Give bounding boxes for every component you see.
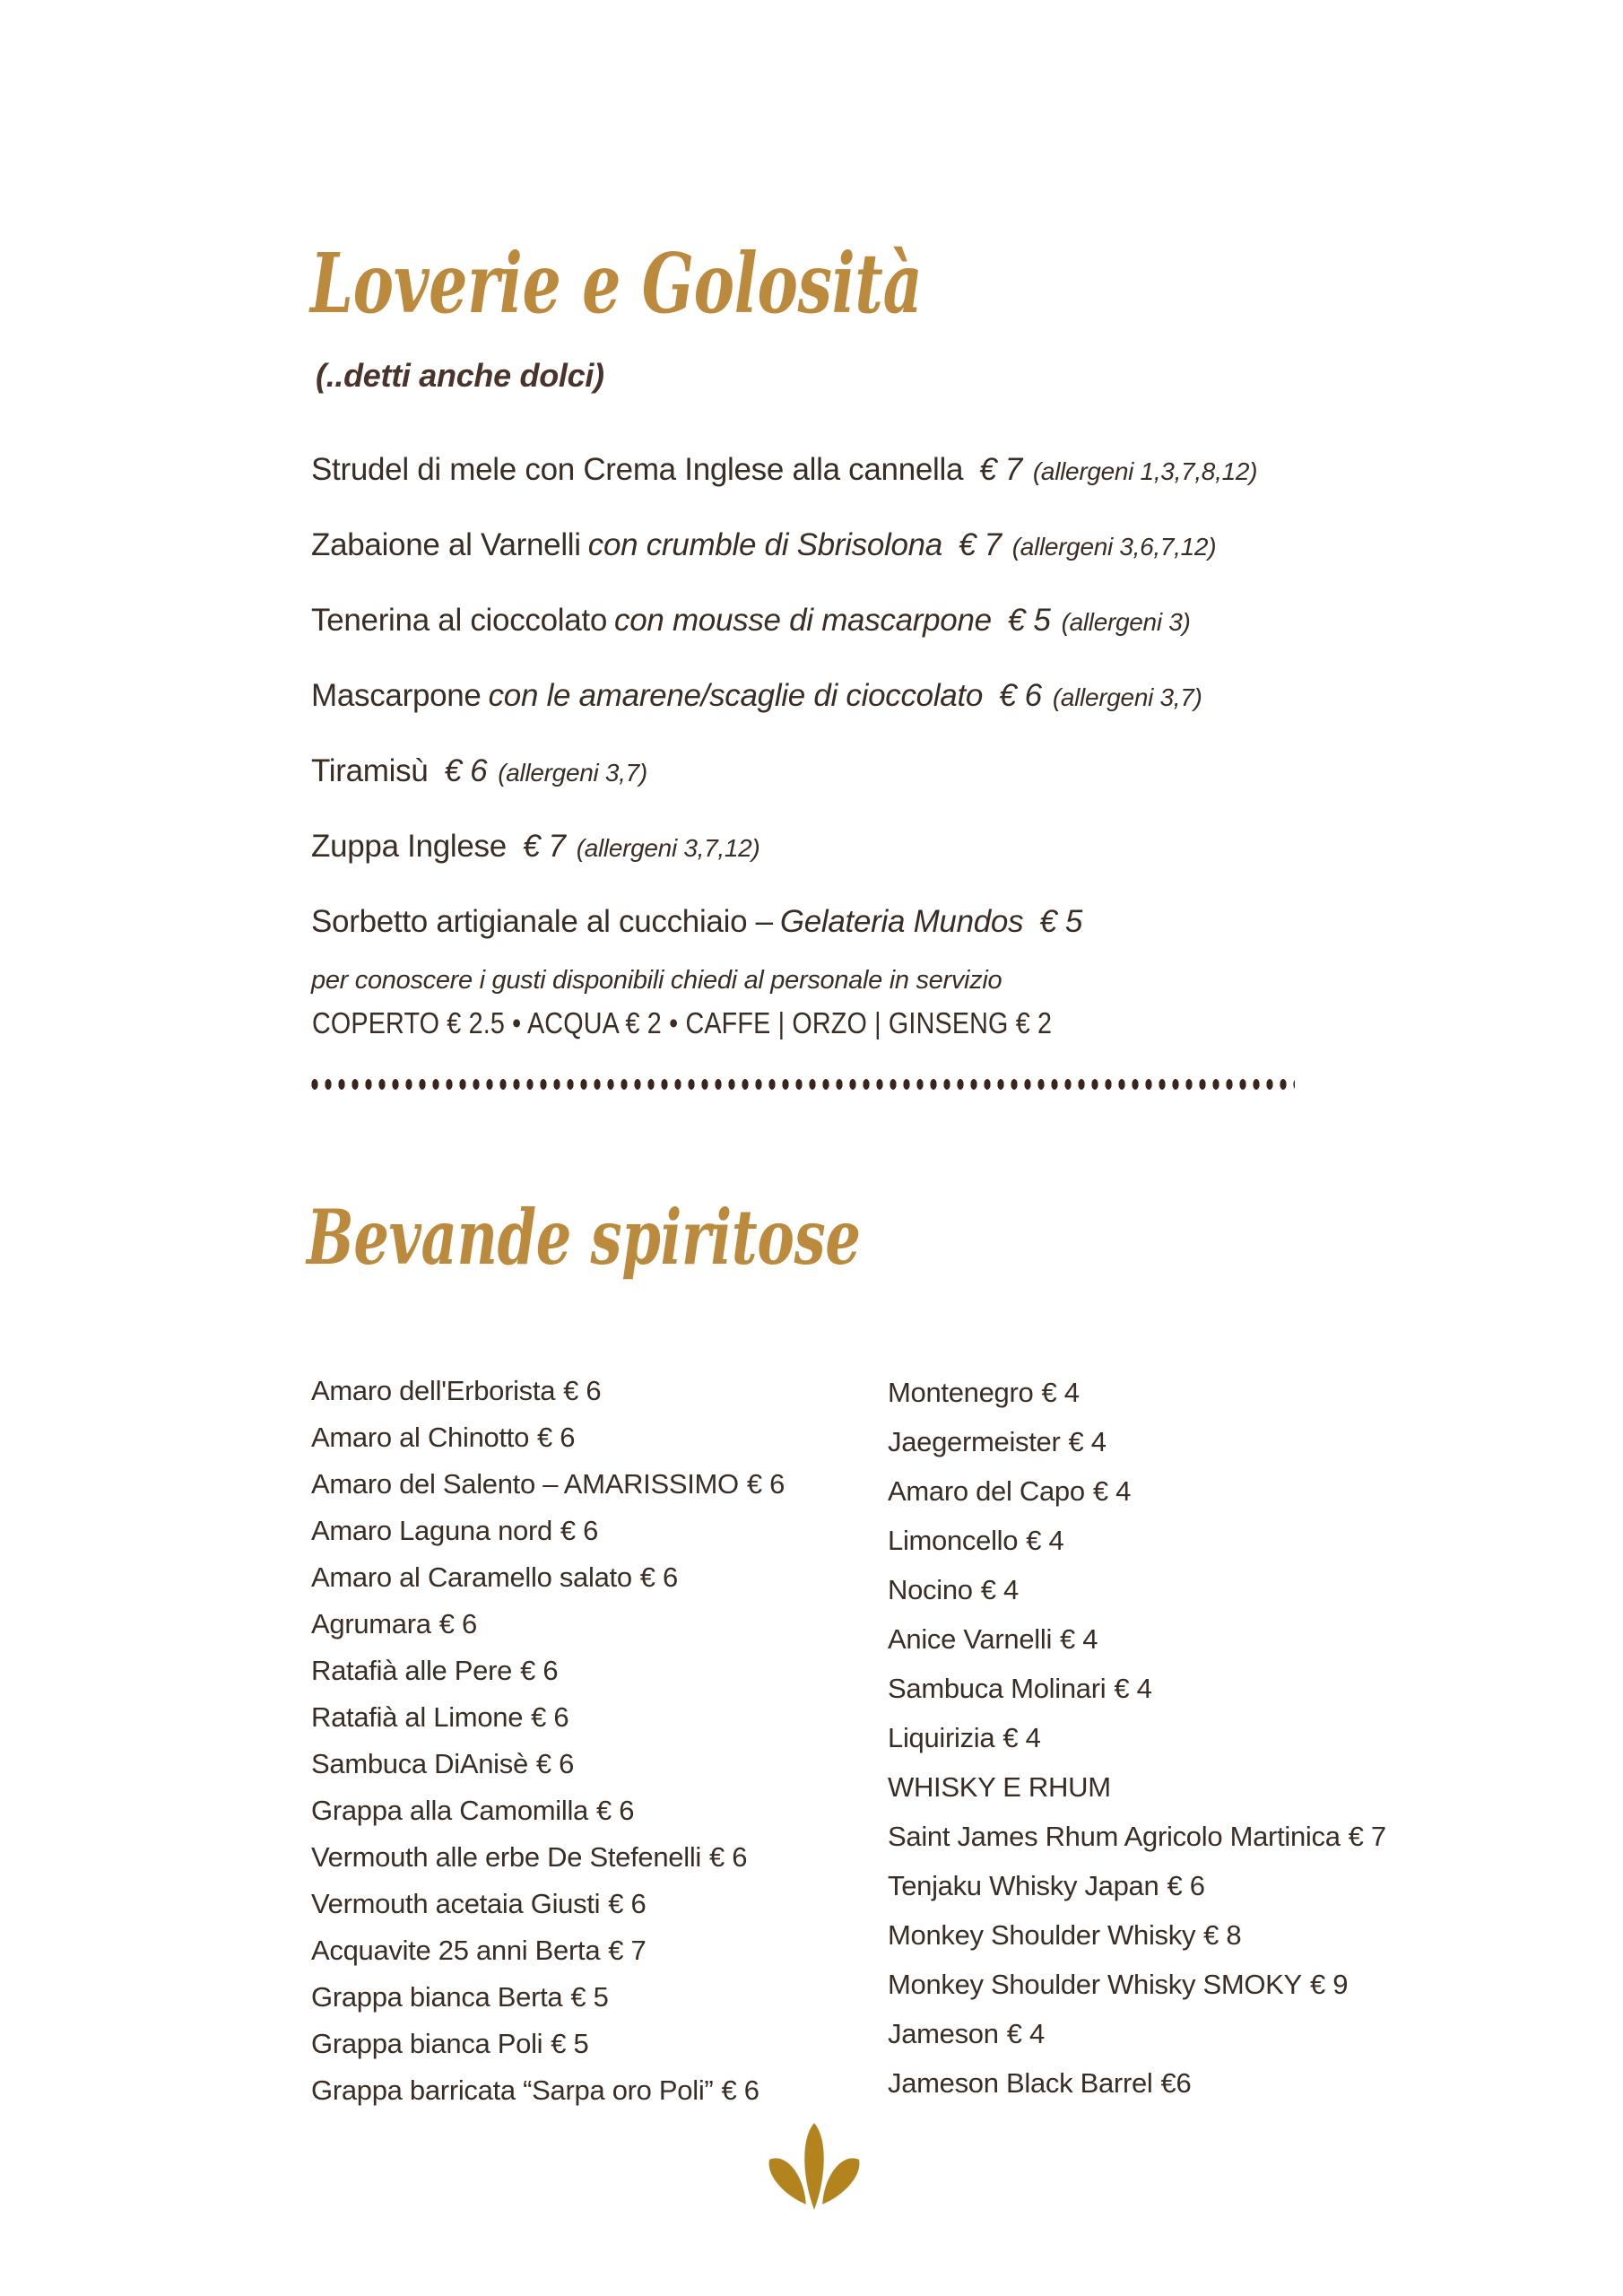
drink-item	[311, 1650, 888, 1697]
drink-price: € 6	[520, 1655, 559, 1686]
dessert-name: Sorbetto artigianale al cucchiaio –	[311, 904, 773, 939]
dessert-allergens: (allergeni 3)	[1061, 608, 1191, 636]
drink-item	[311, 2070, 888, 2117]
dessert-price: € 5	[1007, 603, 1051, 638]
dessert-item	[311, 453, 1423, 492]
drink-name: Jameson Black Barrel	[888, 2067, 1153, 2099]
drink-price: € 4	[1026, 1525, 1064, 1556]
dessert-name: Strudel di mele con Crema Inglese alla cannella	[311, 452, 964, 487]
drink-item	[311, 1370, 888, 1417]
drink-item	[311, 1930, 888, 1977]
drink-name: Grappa bianca Berta	[311, 1981, 563, 2013]
dessert-description: con crumble di Sbrisolona	[587, 527, 942, 562]
drink-item	[888, 1617, 1459, 1666]
drink-item	[311, 1697, 888, 1744]
drink-item	[888, 1420, 1459, 1469]
drink-price: € 6	[531, 1701, 569, 1733]
spirits-left-column	[311, 1370, 888, 2117]
drink-item	[888, 2061, 1459, 2110]
drink-name: Saint James Rhum Agricolo Martinica	[888, 1821, 1341, 1852]
drink-name: Nocino	[888, 1574, 973, 1605]
drink-item	[888, 1518, 1459, 1568]
drink-name: Monkey Shoulder Whisky	[888, 1919, 1196, 1951]
dessert-allergens: (allergeni 1,3,7,8,12)	[1032, 457, 1258, 485]
drink-price: € 4	[1060, 1623, 1098, 1655]
drink-name: Tenjaku Whisky Japan	[888, 1870, 1159, 1901]
dessert-list	[311, 453, 1423, 996]
dessert-allergens: (allergeni 3,7)	[498, 759, 647, 787]
drink-price: € 6	[537, 1422, 576, 1453]
drink-price: € 4	[980, 1574, 1019, 1605]
drink-name: Ratafià alle Pere	[311, 1655, 513, 1686]
drink-item	[888, 1765, 1459, 1814]
drink-item	[311, 1604, 888, 1650]
drink-price: € 4	[1006, 2018, 1045, 2049]
dessert-price: € 6	[999, 678, 1042, 713]
drink-item	[888, 1469, 1459, 1518]
dessert-item	[311, 679, 1423, 718]
drink-name: Grappa alla Camomilla	[311, 1795, 588, 1826]
desserts-section-subtitle: (..detti anche dolci)	[316, 357, 604, 394]
drink-item	[311, 1837, 888, 1883]
dessert-price: € 7	[979, 452, 1022, 487]
drink-price: € 5	[570, 1981, 609, 2013]
dessert-price: € 5	[1039, 904, 1083, 939]
drink-name: WHISKY E RHUM	[888, 1771, 1111, 1803]
drink-item	[888, 1962, 1459, 2012]
drink-price: € 4	[1002, 1722, 1041, 1753]
dessert-item	[311, 830, 1423, 869]
drink-item	[311, 1790, 888, 1837]
drink-item	[311, 1464, 888, 1510]
drink-price: € 6	[563, 1375, 602, 1406]
drink-name: Sambuca DiAnisè	[311, 1748, 528, 1779]
drink-price: € 4	[1068, 1426, 1107, 1457]
drink-name: Vermouth alle erbe De Stefenelli	[311, 1841, 701, 1873]
drink-name: Amaro del Capo	[888, 1475, 1085, 1507]
dessert-allergens: (allergeni 3,7)	[1052, 683, 1202, 711]
dessert-name: Zabaione al Varnelli	[311, 527, 581, 562]
drink-price: € 6	[709, 1841, 748, 1873]
drink-name: Amaro Laguna nord	[311, 1515, 552, 1546]
dessert-item	[311, 528, 1423, 568]
drink-item	[888, 1370, 1459, 1420]
drink-name: Amaro al Chinotto	[311, 1422, 530, 1453]
dessert-item	[311, 905, 1423, 944]
drink-item	[888, 1666, 1459, 1716]
sorbetto-flavours-note: per conoscere i gusti disponibili chiedi al personale in servizio	[311, 966, 1002, 995]
drink-name: Vermouth acetaia Giusti	[311, 1888, 601, 1919]
drink-item	[311, 1883, 888, 1930]
drink-price: € 9	[1309, 1969, 1349, 2000]
dessert-name: Tenerina al cioccolato	[311, 603, 607, 638]
drink-name: Amaro dell'Erborista	[311, 1375, 556, 1406]
dessert-description: con mousse di mascarpone	[614, 603, 992, 638]
three-petal-flower-icon	[764, 2122, 864, 2210]
drink-price: € 6	[746, 1468, 785, 1500]
drink-name: Sambuca Molinari	[888, 1673, 1107, 1704]
cover-charge-line: COPERTO € 2.5 • ACQUA € 2 • CAFFE | ORZO | GINSENG € 2	[312, 1006, 1053, 1039]
drink-name: Limoncello	[888, 1525, 1019, 1556]
drink-price: € 6	[560, 1515, 599, 1546]
dessert-description: Gelateria Mundos	[779, 904, 1024, 939]
dessert-name: Tiramisù	[311, 753, 429, 788]
drink-name: Amaro del Salento – AMARISSIMO	[311, 1468, 739, 1500]
drink-name: Liquirizia	[888, 1722, 995, 1753]
drink-name: Agrumara	[311, 1608, 431, 1639]
drink-price: € 4	[1114, 1673, 1152, 1704]
dessert-allergens: (allergeni 3,6,7,12)	[1011, 533, 1217, 561]
drink-item	[888, 1568, 1459, 1617]
drink-item	[311, 1744, 888, 1790]
spirits-right-column	[888, 1370, 1459, 2117]
drink-price: €6	[1160, 2067, 1192, 2099]
drink-name: Ratafià al Limone	[311, 1701, 524, 1733]
drink-name: Grappa bianca Poli	[311, 2028, 543, 2059]
drink-item	[888, 1913, 1459, 1962]
drink-name: Grappa barricata “Sarpa oro Poli”	[311, 2074, 714, 2106]
drink-name: Jameson	[888, 2018, 999, 2049]
drink-name: Anice Varnelli	[888, 1623, 1053, 1655]
drink-name: Acquavite 25 anni Berta	[311, 1935, 601, 1966]
drink-item	[311, 2023, 888, 2070]
drink-price: € 6	[438, 1608, 477, 1639]
drink-price: € 4	[1041, 1377, 1080, 1408]
dessert-description: con le amarene/scaglie di cioccolato	[488, 678, 984, 713]
dessert-item	[311, 604, 1423, 643]
dessert-price: € 7	[958, 527, 1002, 562]
desserts-section-title: Loverie e Golosità	[310, 235, 923, 332]
dessert-name: Mascarpone	[311, 678, 482, 713]
drink-price: € 6	[608, 1888, 647, 1919]
drink-price: € 6	[535, 1748, 575, 1779]
drink-name: Amaro al Caramello salato	[311, 1561, 632, 1593]
drink-name: Jaegermeister	[888, 1426, 1061, 1457]
dessert-item	[311, 754, 1423, 794]
dessert-price: € 7	[522, 829, 566, 864]
drink-item	[888, 1864, 1459, 1913]
drink-item	[888, 2012, 1459, 2061]
drink-price: € 6	[639, 1561, 678, 1593]
dessert-name: Zuppa Inglese	[311, 829, 507, 864]
drink-name: Montenegro	[888, 1377, 1034, 1408]
spirits-columns	[311, 1370, 1459, 2117]
drink-price: € 6	[596, 1795, 635, 1826]
dotted-divider	[308, 1076, 1295, 1092]
drink-item	[888, 1814, 1459, 1864]
drink-price: € 5	[551, 2028, 589, 2059]
drink-item	[311, 1977, 888, 2023]
drink-price: € 6	[1167, 1870, 1205, 1901]
dessert-allergens: (allergeni 3,7,12)	[576, 834, 760, 862]
drink-price: € 7	[1348, 1821, 1386, 1852]
drink-item	[311, 1510, 888, 1557]
dessert-price: € 6	[444, 753, 488, 788]
spirits-section-title: Bevande spiritose	[307, 1193, 861, 1282]
drink-price: € 4	[1092, 1475, 1132, 1507]
drink-item	[888, 1716, 1459, 1765]
drink-price: € 7	[608, 1935, 647, 1966]
drink-price: € 6	[721, 2074, 759, 2106]
drink-name: Monkey Shoulder Whisky SMOKY	[888, 1969, 1302, 2000]
drink-price: € 8	[1203, 1919, 1242, 1951]
drink-item	[311, 1557, 888, 1604]
drink-item	[311, 1417, 888, 1464]
